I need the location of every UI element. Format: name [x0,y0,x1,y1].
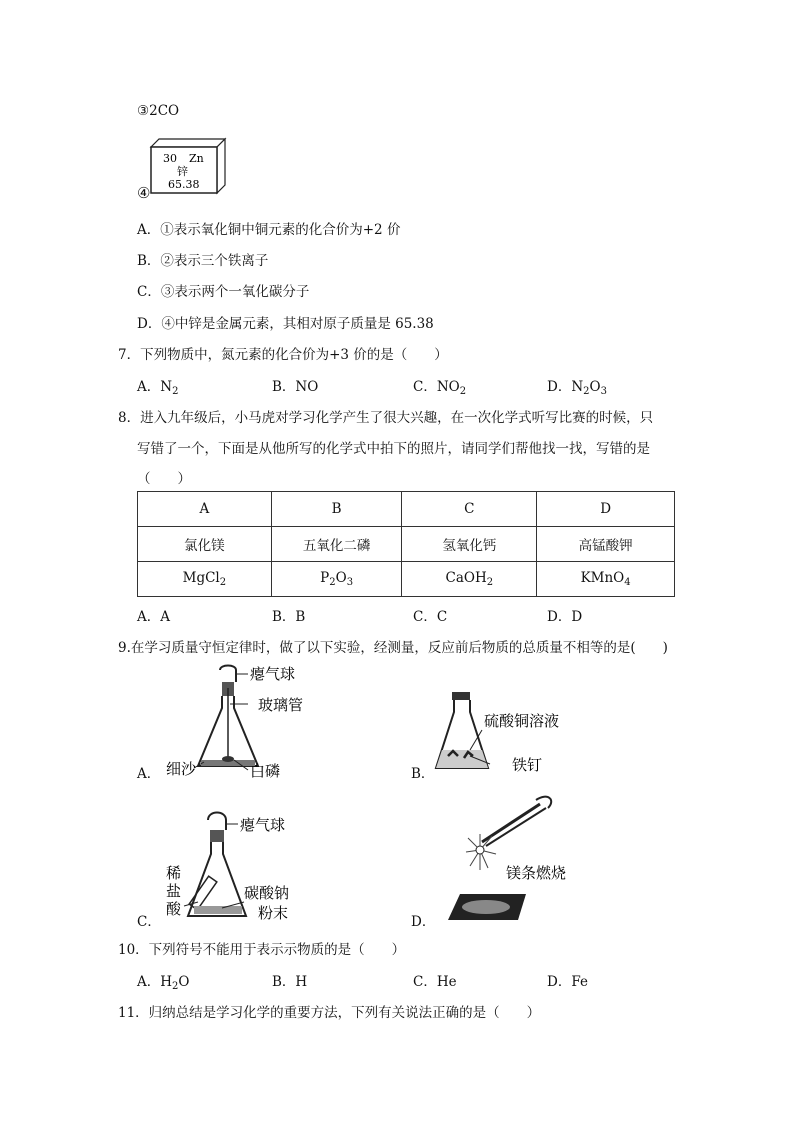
table-formula-a: MgCl$_2$ [138,562,272,597]
q7-option-a: A．$N_2$ [137,379,179,397]
balloon-icon [220,666,236,683]
table-name-a: 氯化镁 [138,527,272,562]
svg-text:稀: 稀 [166,864,182,882]
q7-stem: 7．下列物质中，氮元素的化合价为+3 价的是（ ） [118,347,448,363]
q8-stem-line-2: 写错了一个，下面是从他所写的化学式中拍下的照片，请同学们帮他找一找，写错的是 [137,441,650,457]
flask-icon [188,842,246,916]
q9-b-flask-diagram [430,690,590,780]
svg-text:玻璃管: 玻璃管 [258,696,304,714]
q6-option-a: A．①表示氧化铜中铜元素的化合价为+2 价 [137,222,401,238]
q10-option-c: C．He [413,974,457,990]
q7-option-c: C．$NO_2$ [413,379,467,397]
q9-a-marker: A． [137,766,161,782]
q9-stem: 9.在学习质量守恒定律时，做了以下实验，经测量，反应前后物质的总质量不相等的是( ) [118,640,668,656]
q7-option-d: D．$N_2O_3$ [547,379,607,397]
q7-option-b: B．NO [272,379,319,395]
zn-name: 锌 [177,165,188,178]
table-header-b: B [271,492,402,527]
table-name-b: 五氧化二磷 [271,527,402,562]
table-row [138,527,675,562]
zn-symbol: Zn [189,152,204,165]
svg-text:瘪气球: 瘪气球 [250,665,296,683]
table-row [138,562,675,597]
table-header-d: D [537,492,675,527]
q10-option-a: A．$H_2O$ [137,974,190,992]
q6-option-c: C．③表示两个一氧化碳分子 [137,284,310,300]
q8-option-b: B．B [272,609,306,625]
q8-option-d: D．D [547,609,583,625]
svg-text:细沙: 细沙 [166,760,197,778]
table-name-c: 氢氧化钙 [402,527,537,562]
table-formula-d: KMnO$_4$ [537,562,675,597]
q9-b-marker: B． [411,766,435,782]
q6-item-3: ③2CO [137,103,180,119]
q9-c-flask-diagram [160,806,320,926]
svg-text:硫酸铜溶液: 硫酸铜溶液 [484,712,560,730]
q10-option-b: B．H [272,974,308,990]
q10-option-d: D．Fe [547,974,588,990]
svg-text:粉末: 粉末 [258,904,289,922]
table-name-d: 高锰酸钾 [537,527,675,562]
table-row [138,492,675,527]
table-header-a: A [138,492,272,527]
zn-element-card [137,135,237,205]
q8-formula-table [137,491,675,597]
q6-item-4-marker: ④ [137,184,151,202]
svg-text:瘪气球: 瘪气球 [240,816,286,834]
q6-option-b: B．②表示三个铁离子 [137,253,269,269]
svg-text:镁条燃烧: 镁条燃烧 [506,864,567,882]
q9-c-marker: C． [137,914,161,930]
q8-stem-line-3: （ ） [137,471,191,487]
table-formula-b: $P_2O_3$ [271,562,402,597]
zn-atomic-number: 30 [163,152,177,165]
q8-stem-line-1: 8．进入九年级后，小马虎对学习化学产生了很大兴趣，在一次化学式听写比赛的时候，只 [118,410,654,426]
svg-text:碳酸钠: 碳酸钠 [244,884,290,902]
q11-stem: 11．归纳总结是学习化学的重要方法，下列有关说法正确的是（ ） [118,1005,541,1021]
q8-option-a: A．A [137,609,170,625]
q9-d-magnesium-burning-diagram [430,786,590,926]
svg-text:铁钉: 铁钉 [512,756,543,774]
q6-option-d: D．④中锌是金属元素，其相对原子质量是 65.38 [137,316,434,332]
q9-a-flask-diagram [160,664,320,779]
zn-mass: 65.38 [168,178,200,191]
svg-text:酸: 酸 [166,900,182,918]
q9-d-marker: D． [411,914,436,930]
svg-text:白磷: 白磷 [250,762,281,779]
test-tube-icon [189,876,217,910]
table-header-c: C [402,492,537,527]
table-formula-c: CaOH$_2$ [402,562,537,597]
balloon-icon [208,813,226,831]
svg-text:盐: 盐 [166,882,182,900]
q10-stem: 10．下列符号不能用于表示示物质的是（ ） [118,942,406,958]
q8-option-c: C．C [413,609,448,625]
